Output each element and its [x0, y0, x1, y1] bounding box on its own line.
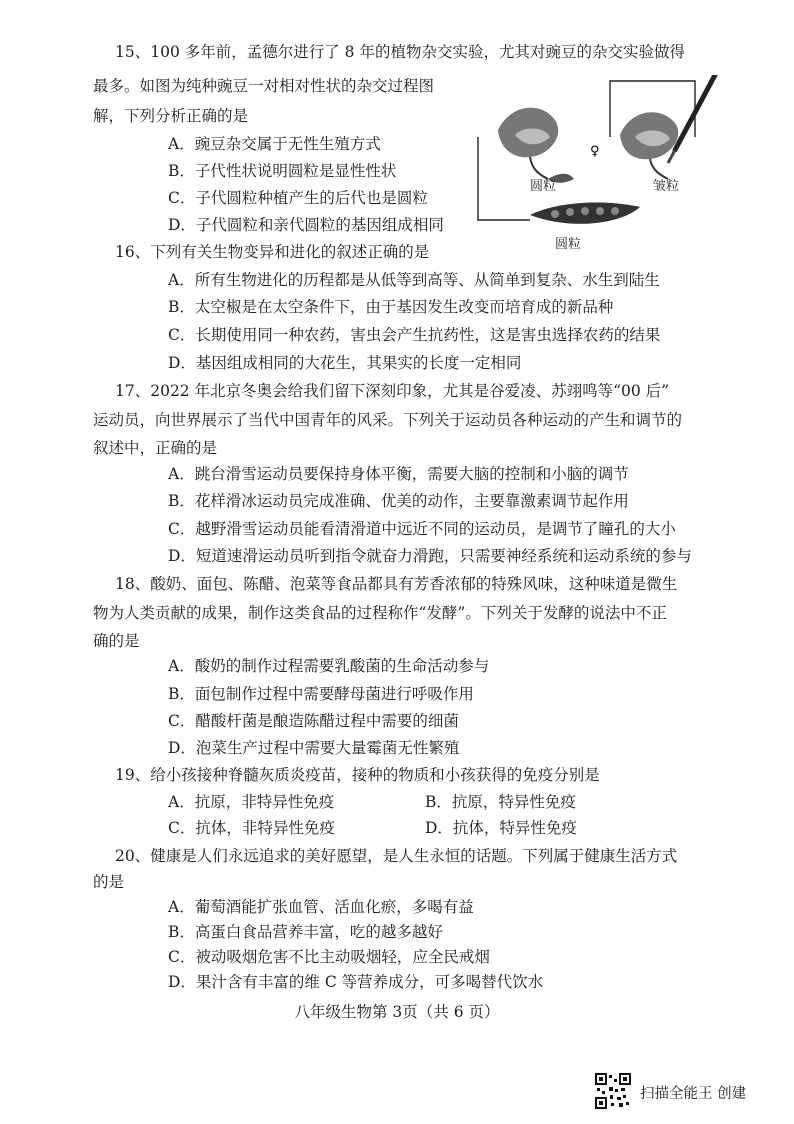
question-15-option-a: A．豌豆杂交属于无性生殖方式: [168, 135, 381, 153]
question-19-stem: 19、给小孩接种脊髓灰质炎疫苗，接种的物质和小孩获得的免疫分别是: [115, 766, 600, 784]
question-16-option-d: D．基因组成相同的大花生，其果实的长度一定相同: [168, 354, 522, 372]
offspring-label: 圆粒: [555, 237, 582, 252]
page-footer: 八年级生物第 3页（共 6 页）: [294, 1003, 500, 1021]
wrinkled-pea-flower-icon: [620, 112, 678, 179]
question-19-option-a: A．抗原，非特异性免疫: [168, 793, 335, 811]
question-15-option-c: C．子代圆粒种植产生的后代也是圆粒: [168, 189, 428, 207]
question-19-option-b: B．抗原，特异性免疫: [425, 793, 576, 811]
question-17-option-c: C．越野滑雪运动员能看清滑道中远近不同的运动员，是调节了瞳孔的大小: [168, 520, 676, 538]
question-15-stem-cont: 解，下列分析正确的是: [93, 107, 249, 125]
cross-diagram: [470, 75, 720, 255]
question-20-option-d: D．果汁含有丰富的维 C 等营养成分，可多喝替代饮水: [168, 973, 544, 991]
question-17-option-b: B．花样滑冰运动员完成准确、优美的动作，主要靠激素调节起作用: [168, 492, 629, 510]
question-16-stem: 16、下列有关生物变异和进化的叙述正确的是: [115, 243, 430, 261]
question-19-option-c: C．抗体，非特异性免疫: [168, 819, 335, 837]
question-17-stem-cont: 叙述中，正确的是: [93, 439, 218, 457]
question-15-stem: 15、100 多年前，孟德尔进行了 8 年的植物杂交实验，尤其对豌豆的杂交实验做得: [115, 43, 685, 61]
question-18-option-c: C．醋酸杆菌是酿造陈醋过程中需要的细菌: [168, 712, 459, 730]
left-parent-label: 圆粒: [530, 179, 557, 194]
question-18-stem: 18、酸奶、面包、陈醋、泡菜等食品都具有芳香浓郁的特殊风味，这种味道是微生: [115, 575, 678, 593]
question-16-option-a: A．所有生物进化的历程都是从低等到高等、从简单到复杂、水生到陆生: [168, 271, 660, 289]
question-18-stem-cont: 确的是: [93, 632, 140, 650]
question-20-option-c: C．被动吸烟危害不比主动吸烟轻，应全民戒烟: [168, 948, 490, 966]
cross-symbol-icon: ♀: [590, 144, 600, 159]
question-15-option-b: B．子代性状说明圆粒是显性性状: [168, 162, 397, 180]
brush-icon: [668, 75, 715, 163]
question-18-option-a: A．酸奶的制作过程需要乳酸菌的生命活动参与: [168, 657, 490, 675]
question-17-option-d: D．短道速滑运动员听到指令就奋力滑跑，只需要神经系统和运动系统的参与: [168, 547, 692, 565]
question-19-option-d: D．抗体，特异性免疫: [425, 819, 577, 837]
question-15-option-d: D．子代圆粒和亲代圆粒的基因组成相同: [168, 216, 444, 234]
question-17-stem: 17、2022 年北京冬奥会给我们留下深刻印象，尤其是谷爱凌、苏翊鸣等“00 后”: [115, 382, 670, 400]
qr-code-icon: [595, 1073, 631, 1109]
question-16-option-c: C．长期使用同一种农药，害虫会产生抗药性，这是害虫选择农药的结果: [168, 326, 661, 344]
question-16-option-b: B．太空椒是在太空条件下，由于基因发生改变而培育成的新品种: [168, 298, 614, 316]
question-20-option-a: A．葡萄酒能扩张血管、活血化瘀，多喝有益: [168, 898, 474, 916]
question-20-stem-cont: 的是: [93, 873, 125, 891]
question-17-stem-cont: 运动员，向世界展示了当代中国青年的风采。下列关于运动员各种运动的产生和调节的: [93, 411, 683, 429]
round-pea-flower-icon: [498, 108, 574, 183]
question-18-option-b: B．面包制作过程中需要酵母菌进行呼吸作用: [168, 685, 474, 703]
question-18-stem-cont: 物为人类贡献的成果，制作这类食品的过程称作“发酵”。下列关于发酵的说法中不正: [93, 604, 667, 622]
question-15-stem-cont: 最多。如图为纯种豌豆一对相对性状的杂交过程图: [93, 77, 435, 95]
right-parent-label: 皱粒: [653, 179, 680, 194]
pea-cross-figure: [470, 75, 720, 255]
question-20-stem: 20、健康是人们永远追求的美好愿望，是人生永恒的话题。下列属于健康生活方式: [115, 847, 678, 865]
question-18-option-d: D．泡菜生产过程中需要大量霉菌无性繁殖: [168, 739, 460, 757]
pea-pod-icon: [530, 202, 640, 223]
question-20-option-b: B．高蛋白食品营养丰富，吃的越多越好: [168, 923, 443, 941]
scanner-watermark: 扫描全能王 创建: [640, 1086, 747, 1102]
question-17-option-a: A．跳台滑雪运动员要保持身体平衡，需要大脑的控制和小脑的调节: [168, 465, 629, 483]
